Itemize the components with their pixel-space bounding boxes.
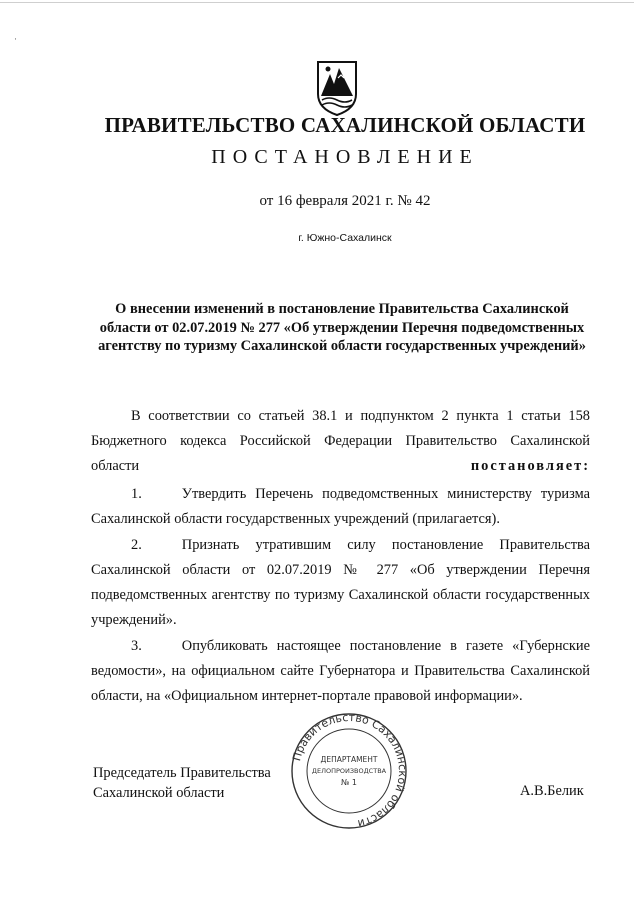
preamble-emphasis: постановляет:	[470, 458, 590, 474]
official-seal	[284, 712, 414, 830]
item-number: 1.	[131, 486, 142, 502]
item-text: Утвердить Перечень подведомственных министерству туризма Сахалинской области государственных учреждений (прилагается).	[91, 486, 590, 527]
preamble-text: В соответствии со статьей 38.1 и подпунктом 2 пункта 1 статьи 158 Бюджетного кодекса Российской Федерации Правительство Сахалинской области	[91, 408, 590, 474]
document-date-number: от 16 февраля 2021 г. № 42	[259, 193, 431, 209]
item-text: Опубликовать настоящее постановление в газете «Губернские ведомости», на официальном сайте Губернатора и Правительства Сахалинской области, на «Официальном интернет-портале правовой информации».	[91, 638, 590, 704]
item-text: Признать утратившим силу постановление Правительства Сахалинской области от 02.07.2019 № 277 «Об утверждении Перечня подведомственных агентству по туризму Сахалинской области государственных учреждений».	[91, 537, 590, 628]
seal-center-line1: ДЕПАРТАМЕНТ	[320, 755, 378, 764]
seal-ring-text: Правительство Сахалинской области	[290, 712, 410, 830]
document-subject: О внесении изменений в постановление Правительства Сахалинской области от 02.07.2019 № 277 «Об утверждении Перечня подведомственных агентству по туризму Сахалинской области государственных учреждений»	[98, 301, 586, 354]
signatory-title-line1: Председатель Правительства	[93, 765, 271, 781]
organization-title: ПРАВИТЕЛЬСТВО САХАЛИНСКОЙ ОБЛАСТИ	[104, 113, 586, 137]
signatory-title	[93, 763, 271, 803]
scan-edge-line	[0, 2, 634, 3]
list-item	[91, 533, 590, 633]
list-item	[91, 482, 590, 532]
seal-center-line3: № 1	[341, 778, 357, 787]
coat-of-arms-icon	[316, 60, 358, 116]
scan-mark: ·	[14, 34, 17, 44]
document-city: г. Южно-Сахалинск	[298, 232, 392, 244]
item-number: 2.	[131, 537, 142, 553]
item-number: 3.	[131, 638, 142, 654]
document-type: ПОСТАНОВЛЕНИЕ	[211, 146, 479, 168]
signatory-title-line2: Сахалинской области	[93, 785, 225, 801]
seal-center-line2: ДЕЛОПРОИЗВОДСТВА	[311, 767, 387, 775]
signatory-name: А.В.Белик	[520, 783, 584, 799]
preamble-paragraph	[91, 404, 590, 479]
list-item	[91, 634, 590, 709]
